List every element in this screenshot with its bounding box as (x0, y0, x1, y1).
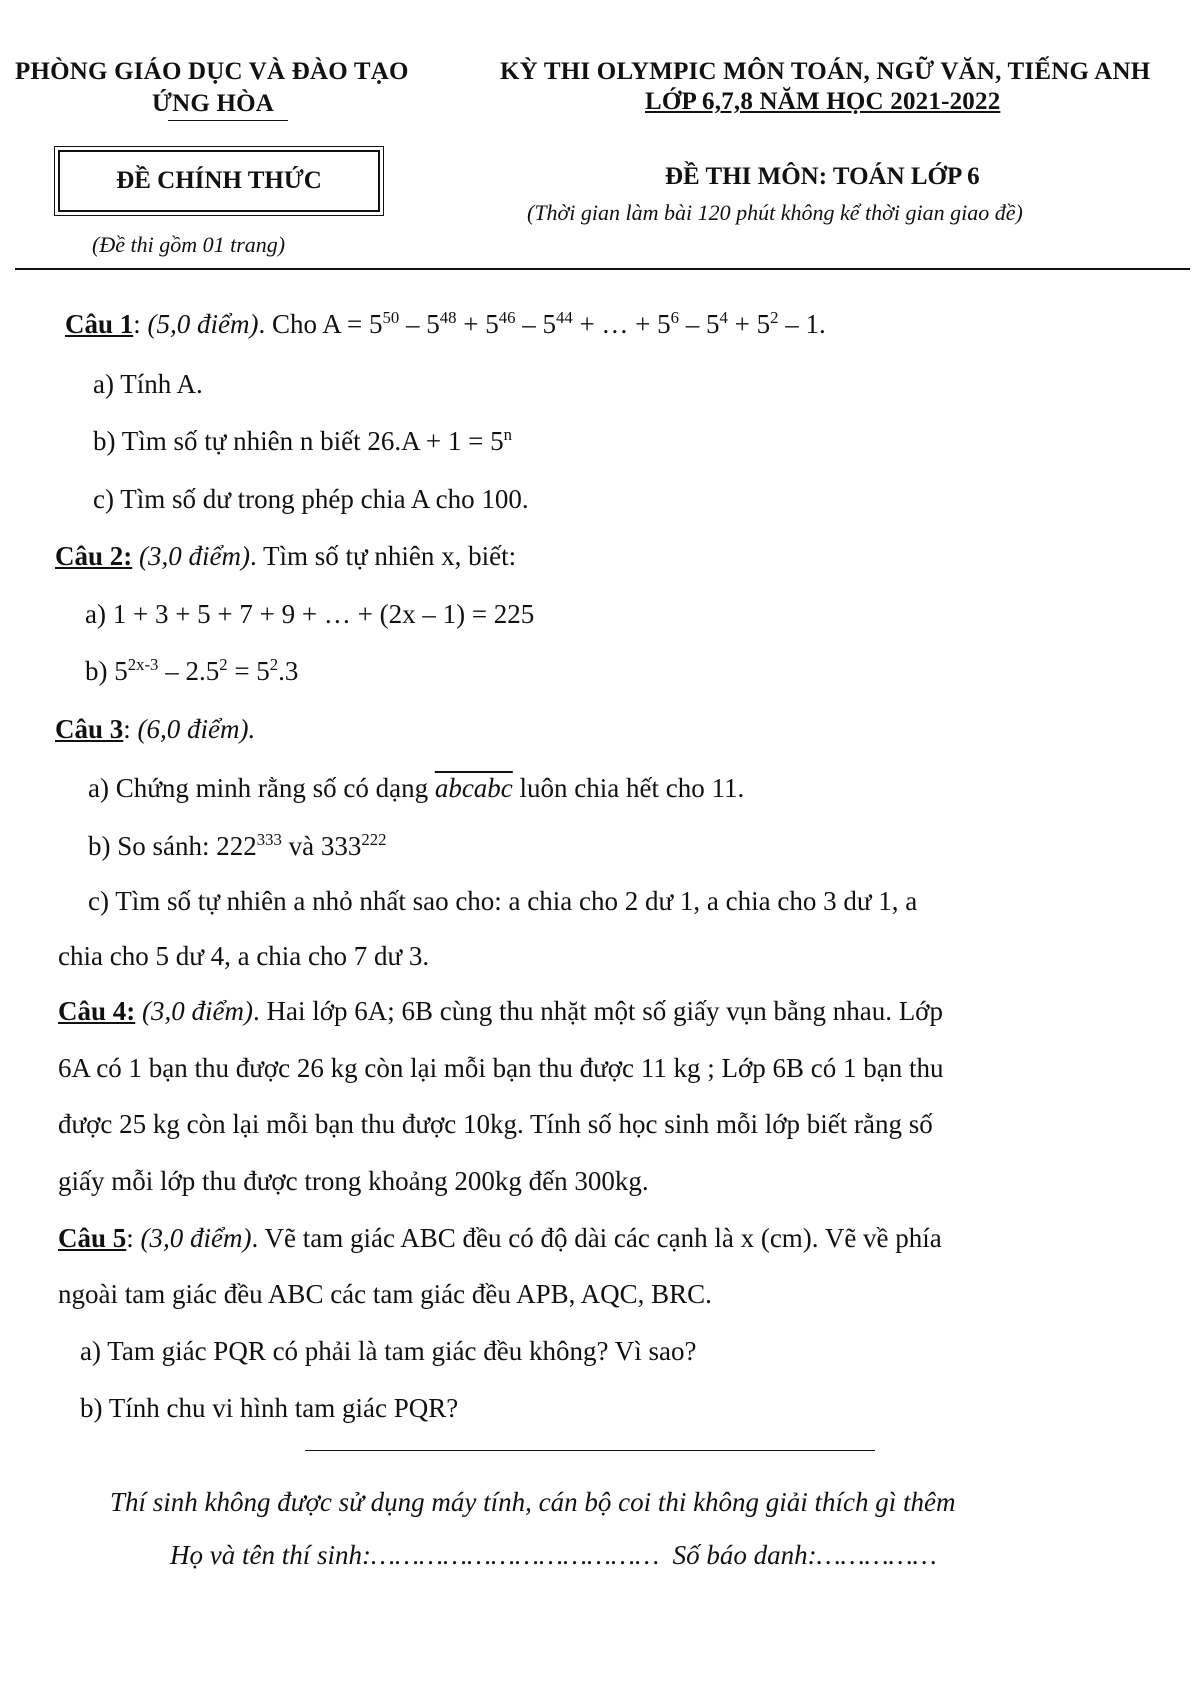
q3-part-b (88, 830, 386, 862)
q4-line2: 6A có 1 bạn thu được 26 kg còn lại mỗi bạn thu được 11 kg ; Lớp 6B có 1 bạn thu (58, 1053, 944, 1083)
q4-points: (3,0 điểm) (142, 996, 253, 1026)
q1-text: . Cho A = 5 (258, 309, 383, 339)
id-label: Số báo danh: (672, 1540, 817, 1570)
q1-text: – 1. (778, 309, 826, 339)
q1-label: Câu 1 (65, 309, 134, 339)
q5-label: Câu 5 (58, 1223, 127, 1253)
q1-points: (5,0 điểm) (147, 309, 259, 339)
q3-b-exp: 222 (361, 829, 387, 849)
q3-b-exp: 333 (256, 829, 282, 849)
name-dots: ……………………………… (370, 1540, 660, 1570)
footer-divider (305, 1450, 875, 1451)
q3-a-text: a) Chứng minh rằng số có dạng (88, 773, 435, 803)
q1-text: + … + 5 (572, 309, 671, 339)
footer-note: Thí sinh không được sử dụng máy tính, cán bộ coi thi không giải thích gì thêm (110, 1487, 956, 1517)
q1-exp: 4 (719, 307, 728, 327)
q3-a-number: abcabc (434, 773, 513, 803)
q1-part-b (93, 425, 512, 457)
q4-line3: được 25 kg còn lại mỗi bạn thu được 10kg. Tính số học sinh mỗi lớp biết rằng số (58, 1109, 933, 1139)
official-label: ĐỀ CHÍNH THỨC (116, 167, 322, 194)
q1-text: – 5 (515, 309, 556, 339)
name-label: Họ và tên thí sinh: (170, 1540, 371, 1570)
q5-part-a: a) Tam giác PQR có phải là tam giác đều không? Vì sao? (80, 1336, 697, 1366)
pages-note: (Đề thi gồm 01 trang) (92, 232, 286, 257)
q2-statement (55, 540, 516, 572)
q1-statement: Câu 1: (5,0 điểm). Cho $A = 5^{50} - 5^{48} + 5^{46} - 5^{44}$ + … + $5^6 - 5^4 + 5^2 - 1$. (65, 307, 826, 339)
q3-part-c-line1: c) Tìm số tự nhiên a nhỏ nhất sao cho: a chia cho 2 dư 1, a chia cho 3 dư 1, a (88, 886, 918, 916)
q2-b-text: .3 (278, 656, 299, 686)
q2-b-text: b) 5 (85, 656, 128, 686)
q2-points: (3,0 điểm) (139, 541, 250, 571)
q4-statement (58, 995, 943, 1027)
q1-text: + 5 (727, 309, 771, 339)
district-name: ỨNG HÒA (152, 90, 274, 117)
q3-a-text: luôn chia hết cho 11. (512, 773, 745, 803)
q5-line2: ngoài tam giác đều ABC các tam giác đều APB, AQC, BRC. (58, 1279, 712, 1309)
q2-b-exp: 2 (219, 654, 228, 674)
q4-line4: giấy mỗi lớp thu được trong khoảng 200kg đến 300kg. (58, 1166, 649, 1196)
q1-text: – 5 (399, 309, 440, 339)
q3-points: (6,0 điểm). (137, 714, 256, 744)
department-name: PHÒNG GIÁO DỤC VÀ ĐÀO TẠO (15, 58, 409, 85)
candidate-info (170, 1540, 937, 1571)
q1-exp: 2 (770, 307, 779, 327)
q4-label: Câu 4: (58, 996, 136, 1026)
q2-b-text: – 2.5 (158, 656, 220, 686)
header-divider (15, 268, 1190, 270)
q1-b-exp: n (503, 424, 512, 444)
exam-year: LỚP 6,7,8 NĂM HỌC 2021-2022 (645, 88, 1001, 115)
q1-exp: 50 (382, 307, 400, 327)
q3-statement: Câu 3: (6,0 điểm). (55, 714, 256, 744)
q1-text: + 5 (456, 309, 499, 339)
q5-statement: Câu 5: (3,0 điểm). Vẽ tam giác ABC đều có độ dài các cạnh là x (cm). Vẽ về phía (58, 1223, 942, 1253)
q1-exp: 48 (439, 307, 457, 327)
q2-b-exp: 2x-3 (127, 654, 159, 674)
q5-text: . Vẽ tam giác ABC đều có độ dài các cạnh là x (cm). Vẽ về phía (251, 1223, 942, 1253)
id-dots: …………… (816, 1540, 937, 1570)
q5-points: (3,0 điểm) (140, 1223, 252, 1253)
q2-text: . Tìm số tự nhiên x, biết: (249, 541, 517, 571)
q2-b-exp: 2 (269, 654, 279, 674)
q3-part-c-line2: chia cho 5 dư 4, a chia cho 7 dư 3. (58, 941, 430, 971)
q1-exp: 46 (498, 307, 516, 327)
q3-label: Câu 3 (55, 714, 124, 744)
exam-title: KỲ THI OLYMPIC MÔN TOÁN, NGỮ VĂN, TIẾNG ANH (500, 58, 1151, 85)
q1-part-a: a) Tính A. (93, 369, 203, 399)
q3-b-text: b) So sánh: 222 (88, 831, 257, 861)
q3-b-text: và 333 (281, 831, 362, 861)
subject-title: ĐỀ THI MÔN: TOÁN LỚP 6 (665, 163, 980, 190)
q1-text: – 5 (679, 309, 720, 339)
q1-exp: 6 (670, 307, 680, 327)
q2-b-text: = 5 (227, 656, 270, 686)
q2-part-a: a) 1 + 3 + 5 + 7 + 9 + … + (2x – 1) = 225 (85, 599, 535, 629)
q1-part-c: c) Tìm số dư trong phép chia A cho 100. (93, 484, 529, 514)
q1-exp: 44 (555, 307, 573, 327)
q5-part-b: b) Tính chu vi hình tam giác PQR? (80, 1393, 459, 1423)
official-exam-box (58, 150, 380, 212)
q1-b-text: b) Tìm số tự nhiên n biết 26.A + 1 = 5 (93, 426, 504, 456)
district-underline (168, 120, 288, 121)
q2-part-b (85, 655, 298, 687)
q2-label: Câu 2: (55, 541, 133, 571)
q3-part-a (88, 772, 744, 804)
q4-text: . Hai lớp 6A; 6B cùng thu nhặt một số giấy vụn bằng nhau. Lớp (252, 996, 943, 1026)
time-note: (Thời gian làm bài 120 phút không kể thời gian giao đề) (527, 200, 1023, 225)
